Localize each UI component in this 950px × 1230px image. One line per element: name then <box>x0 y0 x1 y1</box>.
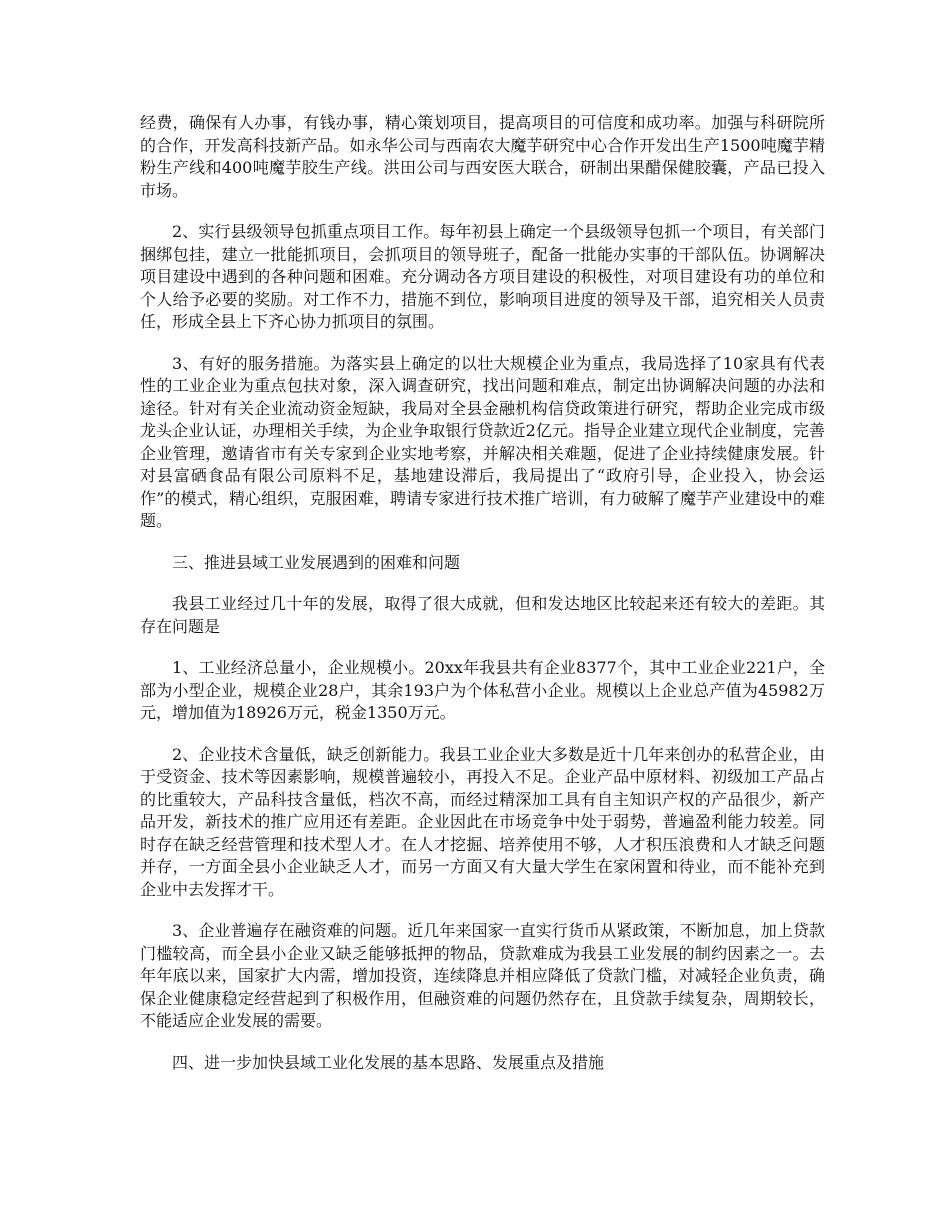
paragraph-problems-intro: 我县工业经过几十年的发展，取得了很大成就，但和发达地区比较起来还有较大的差距。其存在问题是 <box>140 594 825 636</box>
section-heading-measures: 四、进一步加快县域工业化发展的基本思路、发展重点及措施 <box>172 1052 605 1072</box>
paragraph-leadership-projects: 2、实行县级领导包抓重点项目工作。每年初县上确定一个县级领导包抓一个项目，有关部门捆绑包挂，建立一批能抓项目，会抓项目的领导班子，配备一批能办实事的干部队伍。协调解决项目建设中遇到的各种问题和困难。充分调动各方项目建设的积极性，对项目建设有功的单位和个人给予必要的奖励。对工作不力，措施不到位，影响项目进度的领导及干部，追究相关人员责任，形成全县上下齐心协力抓项目的氛围。 <box>140 222 825 331</box>
section-heading-difficulties: 三、推进县域工业发展遇到的困难和问题 <box>172 552 461 572</box>
document-page <box>140 112 825 1093</box>
paragraph-problem-technology: 2、企业技术含量低，缺乏创新能力。我县工业企业大多数是近十几年来创办的私营企业，由于受资金、技术等因素影响，规模普遍较小，再投入不足。企业产品中原材料、初级加工产品占的比重较大，产品科技含量低，档次不高，而经过精深加工具有自主知识产权的产品很少，新产品开发，新技术的推广应用还有差距。企业因此在市场竞争中处于弱势，普遍盈利能力较差。同时存在缺乏经营管理和技术型人才。在人才挖掘、培养使用不够，人才积压浪费和人才缺乏问题并存，一方面全县小企业缺乏人才，而另一方面又有大量大学生在家闲置和待业，而不能补充到企业中去发挥才干。 <box>140 744 825 899</box>
paragraph-funding-continuation: 经费，确保有人办事，有钱办事，精心策划项目，提高项目的可信度和成功率。加强与科研院所的合作，开发高科技新产品。如永华公司与西南农大魔芋研究中心合作开发出生产1500吨魔芋精粉生产线和400吨魔芋胶生产线。洪田公司与西安医大联合，研制出果醋保健胶囊，产品已投入市场。 <box>140 113 825 200</box>
paragraph-problem-scale: 1、工业经济总量小，企业规模小。20xx年我县共有企业8377个，其中工业企业221户，全部为小型企业，规模企业28户，其余193户为个体私营小企业。规模以上企业总产值为45982万元，增加值为18926万元，税金1350万元。 <box>140 658 825 722</box>
paragraph-problem-financing: 3、企业普遍存在融资难的问题。近几年来国家一直实行货币从紧政策，不断加息，加上贷款门槛较高，而全县小企业又缺乏能够抵押的物品，贷款难成为我县工业发展的制约因素之一。去年年底以来，国家扩大内需，增加投资，连续降息并相应降低了贷款门槛，对减轻企业负责，确保企业健康稳定经营起到了积极作用，但融资难的问题仍然存在，且贷款手续复杂，周期较长，不能适应企业发展的需要。 <box>140 921 825 1030</box>
paragraph-service-measures: 3、有好的服务措施。为落实县上确定的以壮大规模企业为重点，我局选择了10家具有代表性的工业企业为重点包扶对象，深入调查研究，找出问题和难点，制定出协调解决问题的办法和途径。针对有关企业流动资金短缺，我局对全县金融机构信贷政策进行研究，帮助企业完成市级龙头企业认证，办理相关手续，为企业争取银行贷款近2亿元。指导企业建立现代企业制度，完善企业管理，邀请省市有关专家到企业实地考察，并解决相关难题，促进了企业持续健康发展。针对县富硒食品有限公司原料不足，基地建设滞后，我局提出了“政府引导，企业投入，协会运作”的模式，精心组织，克服困难，聘请专家进行技术推广培训，有力破解了魔芋产业建设中的难题。 <box>140 353 825 530</box>
